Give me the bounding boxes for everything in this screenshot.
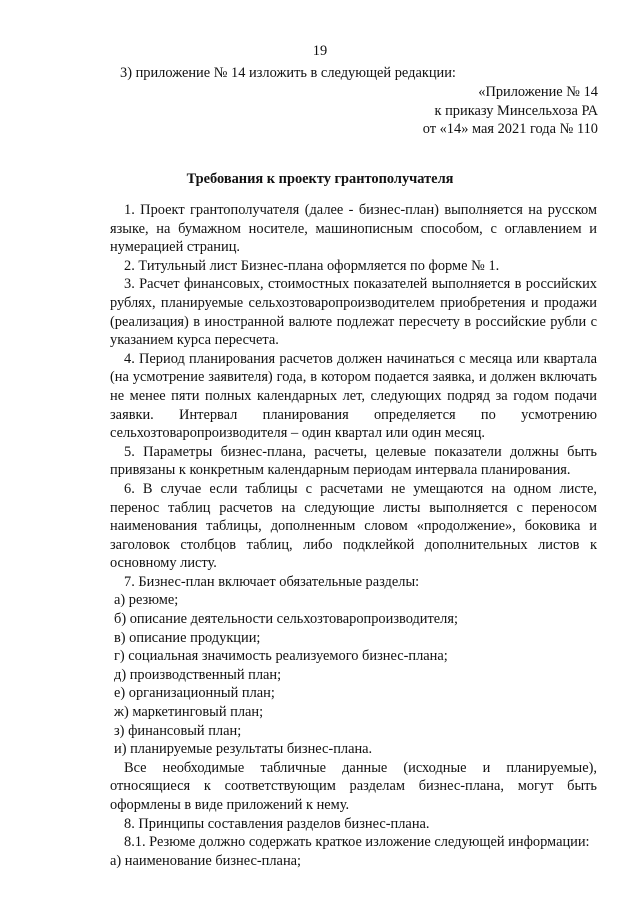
paragraph-5: 5. Параметры бизнес-плана, расчеты, целевые показатели должны быть привязаны к конкретным календарным периодам интервала планирования. (110, 443, 597, 479)
intro-line: 3) приложение № 14 изложить в следующей редакции: (120, 65, 456, 81)
paragraph-4: 4. Период планирования расчетов должен начинаться с месяца или квартала (на усмотрение заявителя) года, в котором подается заявка, и должен включать не менее пяти полных календарных лет, следующих подряд за годом подачи заявки. Интервал планирования определяется по усмотрению сельхозтоваропроизводителя – один квартал или один месяц. (110, 350, 597, 442)
list-item: в) описание продукции; (114, 629, 261, 646)
paragraph-8-1: 8.1. Резюме должно содержать краткое изложение следующей информации: (124, 834, 590, 851)
paragraph-1: 1. Проект грантополучателя (далее - бизнес-план) выполняется на русском языке, на бумажном носителе, машинописным способом, с оглавлением и нумерацией страниц. (110, 202, 597, 256)
paragraph-3: 3. Расчет финансовых, стоимостных показателей выполняется в российских рублях, планируемые сельхозтоваропроизводителем приобретения и продажи (реализация) в иностранной валюте подлежат пересчету в российские рубли с указанием курса пересчета. (110, 276, 597, 349)
page-number: 19 (312, 43, 328, 59)
paragraph-tabular-data: Все необходимые табличные данные (исходные и планируемые), относящиеся к соответствующим разделам бизнес-плана, могут быть оформлены в виде приложений к нему. (110, 759, 597, 813)
list-item: а) резюме; (114, 592, 179, 609)
appendix-line-1: «Приложение № 14 (478, 84, 598, 100)
paragraph-7: 7. Бизнес-план включает обязательные разделы: (124, 573, 420, 590)
paragraph-8-1-a: а) наименование бизнес-плана; (110, 852, 302, 869)
sections-list (110, 591, 597, 758)
document-title: Требования к проекту грантополучателя (186, 171, 454, 187)
list-item: д) производственный план; (114, 666, 282, 683)
paragraph-2: 2. Титульный лист Бизнес-плана оформляется по форме № 1. (124, 257, 500, 274)
list-item: г) социальная значимость реализуемого бизнес-плана; (114, 648, 448, 665)
list-item: з) финансовый план; (114, 722, 242, 739)
document-body (110, 201, 597, 870)
paragraph-8: 8. Принципы составления разделов бизнес-плана. (124, 815, 430, 832)
appendix-line-3: от «14» мая 2021 года № 110 (422, 121, 598, 138)
appendix-line-2: к приказу Минсельхоза РА (434, 102, 598, 119)
appendix-reference (423, 83, 598, 139)
list-item: е) организационный план; (114, 685, 275, 702)
list-item: ж) маркетинговый план; (114, 704, 264, 721)
list-item: и) планируемые результаты бизнес-плана. (114, 741, 373, 758)
list-item: б) описание деятельности сельхозтоваропроизводителя; (114, 611, 458, 628)
paragraph-6: 6. В случае если таблицы с расчетами не умещаются на одном листе, перенос таблиц расчетов на следующие листы выполняется с переносом наименования таблицы, дополненным словом «продолжение», боковика и заголовок столбцов таблиц, либо подклейкой дополнительных листов к основному листу. (110, 480, 597, 572)
